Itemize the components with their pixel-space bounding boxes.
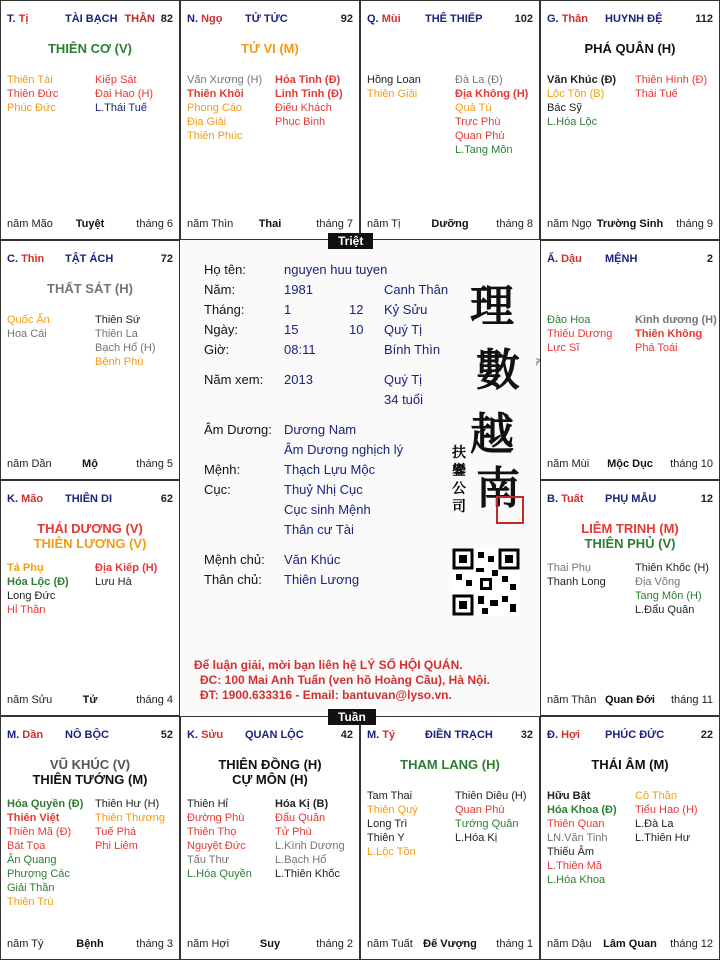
minor-stars-left — [547, 561, 606, 589]
minor-star: Tang Môn (H) — [635, 590, 702, 602]
palace-suu — [180, 716, 360, 960]
label-than-chu: Thân chủ: — [204, 572, 262, 587]
minor-star: L.Đẩu Quân — [635, 604, 695, 616]
palace-house: QUAN LỘC — [245, 729, 304, 741]
minor-star: Thiên Thọ — [187, 826, 237, 838]
palace-header — [7, 253, 173, 267]
tuan-marker: Tuần — [328, 709, 376, 725]
minor-stars-right — [95, 73, 153, 115]
minor-star: Hồng Loan — [367, 74, 421, 86]
minor-star: Hóa Khoa (Đ) — [547, 804, 617, 816]
palace-stage: Mộ — [82, 458, 98, 470]
palace-stage: Quan Đới — [605, 694, 655, 706]
palace-year: năm Sửu — [7, 694, 53, 706]
palace-number: 12 — [700, 493, 713, 505]
palace-year: năm Hợi — [187, 938, 230, 950]
palace-house: PHÚC ĐỨC — [605, 729, 665, 741]
amduong: Dương Nam — [284, 422, 357, 437]
minor-star: Địa Võng — [635, 576, 681, 588]
main-star: VŨ KHÚC (V) — [49, 757, 131, 772]
palace-footer — [367, 938, 533, 951]
palace-house: TỬ TỨC — [245, 13, 288, 25]
palace-canchi: K. Mão — [7, 493, 44, 505]
palace-year: năm Dần — [7, 458, 52, 470]
minor-star: Thiên Sứ — [95, 314, 141, 326]
minor-star: Phá Toái — [635, 342, 678, 354]
palace-house: HUYNH ĐỆ — [605, 13, 663, 25]
minor-star: Hoa Cái — [7, 328, 47, 340]
minor-star: Nguyệt Đức — [187, 840, 246, 852]
palace-house: MỆNH — [605, 253, 638, 265]
triet-marker: Triệt — [328, 233, 373, 249]
minor-star: Linh Tinh (Đ) — [275, 88, 343, 100]
palace-header — [547, 493, 713, 507]
minor-stars-left — [547, 73, 616, 129]
main-star: TỬ VI (M) — [241, 41, 299, 56]
palace-number: 32 — [520, 729, 533, 741]
minor-stars-left — [187, 797, 252, 881]
minor-star: Phượng Các — [7, 868, 70, 880]
minor-star: Thiên Hư (H) — [95, 798, 160, 810]
minor-star: Quan Phù — [455, 804, 505, 816]
palace-header — [7, 493, 173, 507]
palace-footer — [547, 938, 713, 951]
palace-year: năm Thân — [547, 694, 597, 706]
palace-month: tháng 4 — [136, 694, 173, 706]
main-star: LIÊM TRINH (M) — [581, 521, 679, 536]
palace-header — [547, 13, 713, 27]
minor-star: Bác Sỹ — [547, 102, 582, 114]
red-seal-stamp — [496, 496, 524, 524]
main-star: THAM LANG (H) — [400, 757, 500, 772]
minor-star: Văn Xương (H) — [187, 74, 263, 86]
palace-number: 2 — [706, 253, 713, 265]
palace-canchi: Đ. Hợi — [547, 729, 580, 741]
minor-star: Thiên Không — [635, 328, 703, 340]
birth-hour: 08:11 — [284, 342, 316, 357]
palace-year: năm Dậu — [547, 938, 592, 950]
menh: Thạch Lựu Mộc — [284, 462, 376, 477]
palace-year: năm Tuất — [367, 938, 413, 950]
birth-month-canchi: Kỷ Sửu — [384, 302, 428, 317]
birth-hour-canchi: Bính Thìn — [384, 342, 441, 357]
minor-star: Hóa Kị (B) — [275, 798, 329, 810]
minor-star: Thiên Thương — [95, 812, 166, 824]
palace-mao — [0, 480, 180, 716]
palace-than — [540, 0, 720, 240]
label-cuc: Cục: — [204, 482, 231, 497]
view-year-canchi: Quý Tị — [384, 372, 423, 387]
minor-stars-left — [7, 561, 69, 617]
label-menh: Mệnh: — [204, 462, 241, 477]
minor-star: Lưu Hà — [95, 576, 132, 588]
minor-star: L.Lộc Tồn — [367, 846, 416, 858]
palace-year: năm Mão — [7, 218, 53, 230]
minor-stars-left — [7, 73, 58, 115]
palace-canchi: C. Thìn — [7, 253, 45, 265]
palace-stage: Tuyệt — [75, 218, 105, 230]
minor-star: Thiếu Âm — [547, 846, 595, 858]
minor-star: L.Thiên Hư — [635, 832, 691, 844]
minor-star: Thiên Y — [367, 832, 405, 844]
view-year: 2013 — [284, 372, 313, 387]
minor-star: Văn Khúc (Đ) — [547, 74, 617, 86]
minor-stars-right — [455, 73, 528, 157]
birth-month: 1 — [284, 302, 292, 317]
main-star: THIÊN PHỦ (V) — [584, 536, 676, 551]
palace-month: tháng 12 — [670, 938, 713, 950]
minor-star: L.Bạch Hổ — [275, 854, 327, 866]
minor-star: L.Hóa Quyền — [187, 868, 252, 880]
minor-stars-right — [635, 313, 717, 355]
palace-stage: Dưỡng — [431, 218, 469, 230]
palace-number: 52 — [160, 729, 173, 741]
minor-stars-left — [7, 313, 50, 341]
palace-house: NÔ BỘC — [65, 729, 109, 741]
small-calligraphy: 扶 鑾 公 司 — [452, 445, 466, 515]
palace-house: THÊ THIẾP — [425, 13, 483, 25]
minor-star: Phong Cáo — [187, 102, 243, 114]
palace-ngo — [180, 0, 360, 240]
palace-canchi: T. Tị — [7, 13, 29, 25]
palace-house: TÀI BẠCH — [65, 13, 118, 25]
amduong-note: Âm Dương nghịch lý — [284, 442, 404, 457]
birth-year-canchi: Canh Thân — [384, 282, 449, 297]
minor-star: Tử Phù — [275, 826, 312, 838]
calligraphy-1: 理 — [470, 281, 514, 332]
minor-star: Lực Sĩ — [547, 342, 580, 354]
contact-line-3: ĐT: 1900.633316 - Email: bantuvan@lyso.vn. — [200, 688, 452, 702]
minor-star: Địa Không (H) — [455, 88, 529, 100]
palace-canchi: Ấ. Dậu — [547, 253, 582, 265]
palace-header — [367, 729, 533, 743]
minor-star: Kiếp Sát — [95, 74, 137, 86]
minor-star: L.Đà La — [635, 818, 674, 830]
palace-dau — [540, 240, 720, 480]
main-star: THIÊN ĐỒNG (H) — [218, 757, 322, 772]
minor-star: Hỉ Thần — [7, 604, 46, 616]
palace-number: 92 — [340, 13, 353, 25]
minor-star: Thiên Khôi — [187, 88, 244, 100]
center-info — [180, 240, 536, 716]
minor-star: Thiên Việt — [7, 812, 60, 824]
palace-house: TẬT ÁCH — [65, 253, 114, 265]
minor-star: Hóa Lộc (Đ) — [7, 576, 69, 588]
palace-footer — [547, 218, 713, 231]
palace-house: ĐIỀN TRẠCH — [425, 729, 493, 741]
palace-number: 62 — [160, 493, 173, 505]
minor-star: L.Thiên Mã — [547, 860, 603, 872]
minor-star: Phục Binh — [275, 116, 326, 128]
minor-star: Bát Tọa — [7, 840, 46, 852]
calligraphy-2: 數 — [476, 345, 520, 396]
main-star: PHÁ QUÂN (H) — [584, 41, 676, 56]
palace-canchi: Q. Mùi — [367, 13, 401, 25]
contact-line-1: Để luận giải, mời bạn liên hệ LÝ SỐ HỘI QUÁN. — [194, 658, 463, 672]
palace-stage: Lâm Quan — [603, 938, 657, 950]
palace-canchi: K. Sửu — [187, 729, 224, 741]
palace-footer — [367, 218, 533, 231]
label-amduong: Âm Dương: — [204, 422, 272, 437]
minor-star: Tuế Phá — [95, 826, 137, 838]
main-star: THIÊN TƯỚNG (M) — [32, 772, 148, 787]
minor-stars-right — [275, 797, 345, 881]
minor-star: Thiếu Dương — [547, 328, 613, 340]
minor-star: Ân Quang — [7, 854, 57, 866]
contact-line-2: ĐC: 100 Mai Anh Tuấn (ven hồ Hoàng Cầu), Hà Nội. — [200, 673, 491, 687]
palace-stage: Bệnh — [76, 938, 104, 950]
palace-number: 22 — [700, 729, 713, 741]
palace-footer — [547, 458, 713, 471]
minor-star: Hóa Quyền (Đ) — [7, 798, 84, 810]
minor-star: Đà La (Đ) — [455, 74, 503, 86]
minor-star: Đẩu Quân — [275, 812, 326, 824]
minor-star: LN.Văn Tinh — [547, 832, 608, 844]
minor-star: Lộc Tồn (B) — [547, 88, 605, 100]
palace-header — [7, 13, 173, 27]
minor-star: Thiên Diêu (H) — [455, 790, 527, 802]
qr-code[interactable] — [452, 548, 520, 616]
palace-canchi: B. Tuất — [547, 493, 584, 505]
minor-star: Thiên Hình (Đ) — [635, 74, 708, 86]
minor-star: Thiên Trù — [7, 896, 54, 908]
palace-thin — [0, 240, 180, 480]
birth-day-lunar: 10 — [349, 322, 364, 337]
than-marker: THÂN — [124, 13, 155, 25]
minor-stars-left — [187, 73, 262, 143]
minor-star: Giải Thần — [7, 882, 55, 894]
palace-footer — [547, 694, 713, 707]
minor-star: Thiên La — [95, 328, 138, 340]
minor-star: Tam Thai — [367, 790, 413, 802]
palace-number: 42 — [340, 729, 353, 741]
palace-stage: Thai — [258, 218, 282, 230]
palace-mui — [360, 0, 540, 240]
palace-footer — [7, 458, 173, 471]
label-menh-chu: Mệnh chủ: — [204, 552, 265, 567]
birth-day-canchi: Quý Tị — [384, 322, 423, 337]
minor-star: Phi Liêm — [95, 840, 138, 852]
minor-stars-right — [275, 73, 343, 129]
label-year: Năm: — [204, 282, 236, 297]
minor-star: Quả Tú — [455, 102, 492, 114]
palace-header — [187, 729, 353, 743]
palace-ty — [360, 716, 540, 960]
minor-stars-left — [7, 797, 83, 909]
palace-tuat — [540, 480, 720, 716]
minor-star: L.Thái Tuế — [95, 102, 147, 114]
minor-star: Kình dương (H) — [635, 314, 717, 326]
cuc: Thuỷ Nhị Cục — [284, 482, 363, 497]
owner-name: nguyen huu tuyen — [284, 262, 388, 277]
minor-star: Đào Hoa — [547, 314, 591, 326]
palace-stage: Tử — [82, 694, 98, 706]
than-chu: Thiên Lương — [284, 572, 360, 587]
palace-dan — [0, 716, 180, 960]
palace-house: THIÊN DI — [65, 493, 113, 505]
minor-star: Thai Phụ — [547, 562, 592, 574]
palace-number: 82 — [160, 13, 173, 25]
minor-star: Thiên Hỉ — [187, 798, 228, 810]
minor-star: Long Đức — [7, 590, 56, 602]
palace-month: tháng 9 — [676, 218, 713, 230]
palace-stage: Suy — [259, 938, 281, 950]
label-day: Ngày: — [204, 322, 238, 337]
minor-star: Hữu Bật — [547, 790, 591, 802]
main-star: THIÊN LƯƠNG (V) — [33, 536, 147, 551]
label-view-year: Năm xem: — [204, 372, 264, 387]
age: 34 tuổi — [384, 392, 424, 407]
minor-star: Thanh Long — [547, 576, 606, 588]
minor-star: L.Kình Dương — [275, 840, 345, 852]
palace-header — [367, 13, 533, 27]
palace-canchi: G. Thân — [547, 13, 588, 25]
main-star: THẤT SÁT (H) — [47, 281, 133, 296]
palace-footer — [7, 938, 173, 951]
palace-stage: Mộc Dục — [607, 458, 653, 470]
birth-year: 1981 — [284, 282, 313, 297]
minor-star: Tả Phụ — [7, 562, 44, 574]
minor-stars-right — [455, 789, 527, 845]
minor-star: Tiểu Hao (H) — [635, 804, 698, 816]
minor-star: Trực Phù — [455, 116, 501, 128]
birth-month-lunar: 12 — [349, 302, 364, 317]
minor-star: Thiên Khốc (H) — [635, 562, 709, 574]
minor-stars-right — [635, 789, 698, 845]
minor-star: Thiên Phúc — [187, 130, 243, 142]
minor-stars-right — [95, 313, 156, 369]
palace-header — [7, 729, 173, 743]
minor-star: L.Hóa Kị — [455, 832, 498, 844]
palace-number: 72 — [160, 253, 173, 265]
main-star: CỰ MÔN (H) — [232, 772, 308, 787]
palace-month: tháng 1 — [496, 938, 533, 950]
palace-stage: Trường Sinh — [596, 218, 664, 230]
palace-month: tháng 10 — [670, 458, 713, 470]
palace-ti — [0, 0, 180, 240]
minor-star: Thái Tuế — [635, 88, 678, 100]
minor-star: L.Hóa Khoa — [547, 874, 606, 886]
minor-star: Thiên Mã (Đ) — [7, 826, 72, 838]
palace-month: tháng 3 — [136, 938, 173, 950]
main-star: THÁI DƯƠNG (V) — [37, 521, 143, 536]
minor-star: L.Tang Môn — [455, 144, 513, 156]
minor-star: Bạch Hổ (H) — [95, 342, 156, 354]
palace-house: PHỤ MẪU — [605, 493, 657, 505]
palace-year: năm Ngọ — [547, 218, 592, 230]
minor-stars-left — [367, 789, 418, 859]
main-star: THIÊN CƠ (V) — [47, 41, 133, 56]
minor-star: Thiên Tài — [7, 74, 53, 86]
label-month: Tháng: — [204, 302, 245, 317]
minor-stars-left — [367, 73, 421, 101]
calligraphy-3: 越 — [470, 409, 514, 460]
minor-star: Thiên Giải — [367, 88, 418, 100]
palace-year: năm Tị — [367, 218, 401, 230]
contact-info — [194, 658, 490, 703]
main-star: THÁI ÂM (M) — [591, 757, 669, 772]
label-name: Họ tên: — [204, 262, 246, 277]
minor-star: Đường Phù — [187, 812, 245, 824]
palace-month: tháng 11 — [670, 694, 713, 706]
cuc-note: Cục sinh Mệnh — [284, 502, 371, 517]
minor-star: Long Trì — [367, 818, 408, 830]
menh-chu: Văn Khúc — [284, 552, 341, 567]
palace-footer — [7, 218, 173, 231]
minor-star: Địa Giải — [187, 116, 227, 128]
palace-footer — [187, 938, 353, 951]
palace-year: năm Mùi — [547, 458, 590, 470]
minor-star: Đại Hao (H) — [95, 88, 154, 100]
palace-stage: Đế Vượng — [423, 938, 477, 950]
palace-canchi: N. Ngọ — [187, 13, 223, 25]
than-cu: Thân cư Tài — [284, 522, 354, 537]
minor-star: Tướng Quân — [455, 818, 519, 830]
palace-canchi: M. Dần — [7, 729, 44, 741]
palace-number: 102 — [514, 13, 533, 25]
minor-star: Thiên Quan — [547, 818, 605, 830]
minor-stars-right — [95, 561, 157, 589]
palace-header — [547, 253, 713, 267]
palace-year: năm Tý — [7, 938, 44, 950]
calligraphy-4: 南 — [476, 463, 520, 514]
minor-star: L.Thiên Khốc — [275, 868, 340, 880]
minor-stars-right — [635, 73, 707, 101]
palace-month: tháng 2 — [316, 938, 353, 950]
minor-stars-right — [95, 797, 165, 853]
minor-star: Tấu Thư — [187, 854, 230, 866]
minor-star: Địa Kiếp (H) — [95, 562, 158, 574]
minor-star: L.Hóa Lộc — [547, 116, 598, 128]
palace-footer — [187, 218, 353, 231]
palace-number: 112 — [695, 13, 713, 25]
minor-star: Thiên Đức — [7, 88, 59, 100]
minor-star: Thiên Quý — [367, 804, 418, 816]
minor-star: Quan Phù — [455, 130, 505, 142]
palace-month: tháng 6 — [136, 218, 173, 230]
minor-stars-right — [635, 561, 709, 617]
minor-star: Điếu Khách — [275, 102, 332, 114]
palace-header — [547, 729, 713, 743]
palace-month: tháng 5 — [136, 458, 173, 470]
palace-footer — [7, 694, 173, 707]
birth-day: 15 — [284, 322, 299, 337]
minor-star: Hỏa Tinh (Đ) — [275, 74, 341, 86]
palace-hoi — [540, 716, 720, 960]
palace-year: năm Thìn — [187, 218, 234, 230]
minor-stars-left — [547, 789, 617, 887]
minor-stars-left — [547, 313, 612, 355]
minor-star: Bệnh Phù — [95, 356, 144, 368]
palace-header — [187, 13, 353, 27]
palace-canchi: M. Tý — [367, 729, 396, 741]
minor-star: Phúc Đức — [7, 102, 56, 114]
label-hour: Giờ: — [204, 342, 230, 357]
minor-star: Quốc Ấn — [7, 314, 50, 326]
palace-month: tháng 7 — [316, 218, 353, 230]
palace-month: tháng 8 — [496, 218, 533, 230]
minor-star: Cô Thần — [635, 790, 677, 802]
